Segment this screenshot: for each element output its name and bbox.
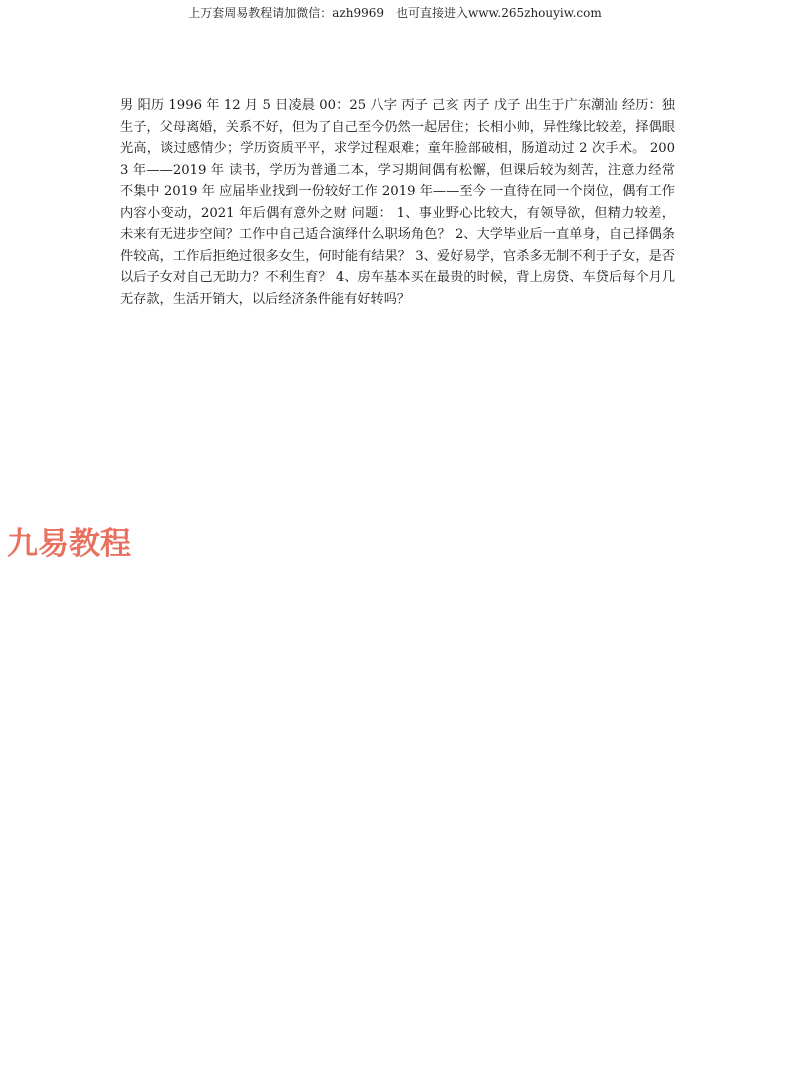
watermark-logo: 九易教程 <box>7 526 131 562</box>
header-promo-text: 上万套周易教程请加微信：azh9969 也可直接进入www.265zhouyiw.com <box>188 6 602 20</box>
document-body-paragraph: 男 阳历 1996 年 12 月 5 日凌晨 00：25 八字 丙子 己亥 丙子 戊子 出生于广东潮汕 经历：独生子，父母离婚，关系不好，但为了自己至今仍然一起居住；长相小帅，异性缘比较差，择偶眼光高，谈过感情少；学历资质平平，求学过程艰难；童年脸部破相，肠道动过 2 次手术。 2003 年——2019 年 读书，学历为普通二本，学习期间偶有松懈，但课后较为刻苦，注意力经常不集中 2019 年 应届毕业找到一份较好工作 2019 年——至今 一直待在同一个岗位，偶有工作内容小变动，2021 年后偶有意外之财 问题： 1、事业野心比较大，有领导欲，但精力较差，未来有无进步空间？工作中自己适合演绎什么职场角色？ 2、大学毕业后一直单身，自己择偶条件较高，工作后拒绝过很多女生，何时能有结果？ 3、爱好易学，官杀多无制不利于子女，是否以后子女对自己无助力？不利生育？ 4、房车基本买在最贵的时候，背上房贷、车贷后每个月几无存款，生活开销大，以后经济条件能有好转吗？ <box>120 98 675 307</box>
